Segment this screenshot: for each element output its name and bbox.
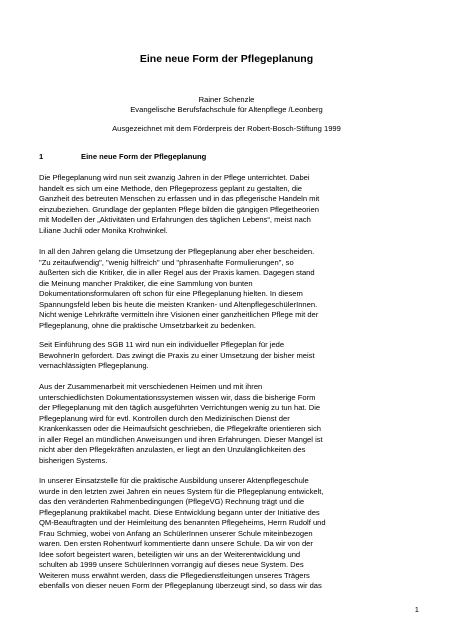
text-line: unterschiedlichsten Dokumentationssystemen wissen wir, dass die bisherige Form [39,392,316,402]
paragraph-1 [39,173,415,236]
text-line: Dokumentationsformularen oft schon für eine Pflegeplanung hielten. In diesem [39,289,303,298]
text-line: waren. Den ersten Rohentwurf kommentierte dann unsere Schule. Da wir von der [39,539,313,548]
text-line: das den veränderten Rahmenbedingungen (PflegeVG) Rechnung trägt und die [39,497,305,506]
text-line: mit Modellen der „Aktivitäten und Erfahrungen des täglichen Lebens“, meist nach [39,215,311,224]
award-note: Ausgezeichnet mit dem Förderpreis der Robert-Bosch-Stiftung 1999 [112,124,341,133]
text-line: wurde in den letzten zwei Jahren ein neues System für die Pflegeplanung entwickelt, [39,486,324,496]
text-line: nicht aber den Pflegekräften anzulasten, er liegt an den Unzulänglichkeiten des [39,445,306,454]
text-line: der Pflegeplanung mit den täglich ausgeführten Verrichtungen wenig zu tun hat. Die [39,403,321,412]
text-line: Ganzheit des betreuten Menschen zu erfassen und in das pflegerische Handeln mit [39,194,320,203]
paragraph-3 [39,340,415,372]
text-line: Seit Einführung des SGB 11 wird nun ein individueller Pflegeplan für jede [39,340,285,349]
text-line: handelt es sich um eine Methode, den Pflegeprozess geplant zu gestalten, die [39,183,303,193]
text-line: "Zu zeitaufwendig", "wenig hilfreich" und "phrasenhafte Formulierungen", so [39,257,294,267]
text-line: Nicht wenige Lehrkräfte vermitteln ihre Visionen einer ganzheitlichen Pflege mit der [39,310,319,319]
text-line: Frau Schmieg, wobei von Anfang an SchülerInnen unserer Schule miteinbezogen [39,528,313,538]
section-number: 1 [39,152,44,161]
text-line: Weiteren muss erwähnt werden, dass die Pflegedienstleitungen unseres Trägers [39,570,310,580]
text-line: QM-Beauftragten und der Heimleitung des benannten Pflegeheims, Herrn Rudolf und [39,518,326,527]
text-line: Die Pflegeplanung wird nun seit zwanzig Jahren in der Pflege unterrichtet. Dabei [39,173,310,182]
text-line: schulten ab 1999 unsere SchülerInnen vorrangig auf dieses neue System. Des [39,560,304,569]
page-number: 1 [414,605,419,614]
text-line: BewohnerIn gefordert. Das zwingt die Praxis zu einer Umsetzung der bisher meist [39,350,315,360]
author-name: Rainer Schenzle [198,95,255,104]
text-line: in aller Regel an mündlichen Anweisungen und ihren Erfahrungen. Dieser Mangel ist [39,434,323,444]
paragraph-4 [39,382,415,466]
section-title: Eine neue Form der Pflegeplanung [81,152,207,161]
text-line: Pflegeplanung praktikabel macht. Diese Entwicklung begann unter der Initiative des [39,507,320,517]
text-line: In all den Jahren gelang die Umsetzung der Pflegeplanung aber eher bescheiden. [39,247,315,256]
document-title: Eine neue Form der Pflegeplanung [139,53,314,65]
text-line: Krankenkassen oder die Heimaufsicht geschrieben, die Pflegekräfte orientieren sich [39,424,321,433]
paragraph-2 [39,247,415,331]
text-line: Spannungsfeld leben bis heute die meisten Kranken- und AltenpflegeschülerInnen. [39,299,318,309]
text-line: bisherigen Systems. [39,455,108,465]
text-line: die Meinung mancher Praktiker, die eine Sammlung von bunten [39,278,253,288]
text-line: In unserer Einsatzstelle für die praktische Ausbildung unserer Aktenpflegeschule [39,476,309,485]
text-line: ebenfalls von dieser neuen Form der Pflegeplanung überzeugt sind, so dass wir das [39,581,322,590]
section-heading [39,152,206,161]
text-line: Idee sofort begeistert waren, beteiligten wir uns an der Weiterentwicklung und [39,549,301,559]
text-line: einzubeziehen. Grundlage der geplanten Pflege bilden die gängigen Pflegetheorien [39,204,319,214]
text-line: äußerten sich die Kritiker, die in aller Regel aus der Praxis kamen. Dagegen stand [39,268,315,277]
paragraph-5 [39,476,415,592]
text-line: vernachlässigten Pflegeplanung. [39,361,149,370]
institution-name: Evangelische Berufsfachschule für Altenpflege /Leonberg [130,105,323,114]
text-line: Liliane Juchli oder Monika Krohwinkel. [39,225,168,235]
text-line: Aus der Zusammenarbeit mit verschiedenen Heimen und mit ihren [39,382,263,391]
text-line: Pflegeplanung, ohne die praktische Umsetzbarkeit zu bedenken. [39,320,256,330]
text-line: Pflegeplanung wird für evtl. Kontrollen durch den Medizinischen Dienst der [39,413,290,423]
